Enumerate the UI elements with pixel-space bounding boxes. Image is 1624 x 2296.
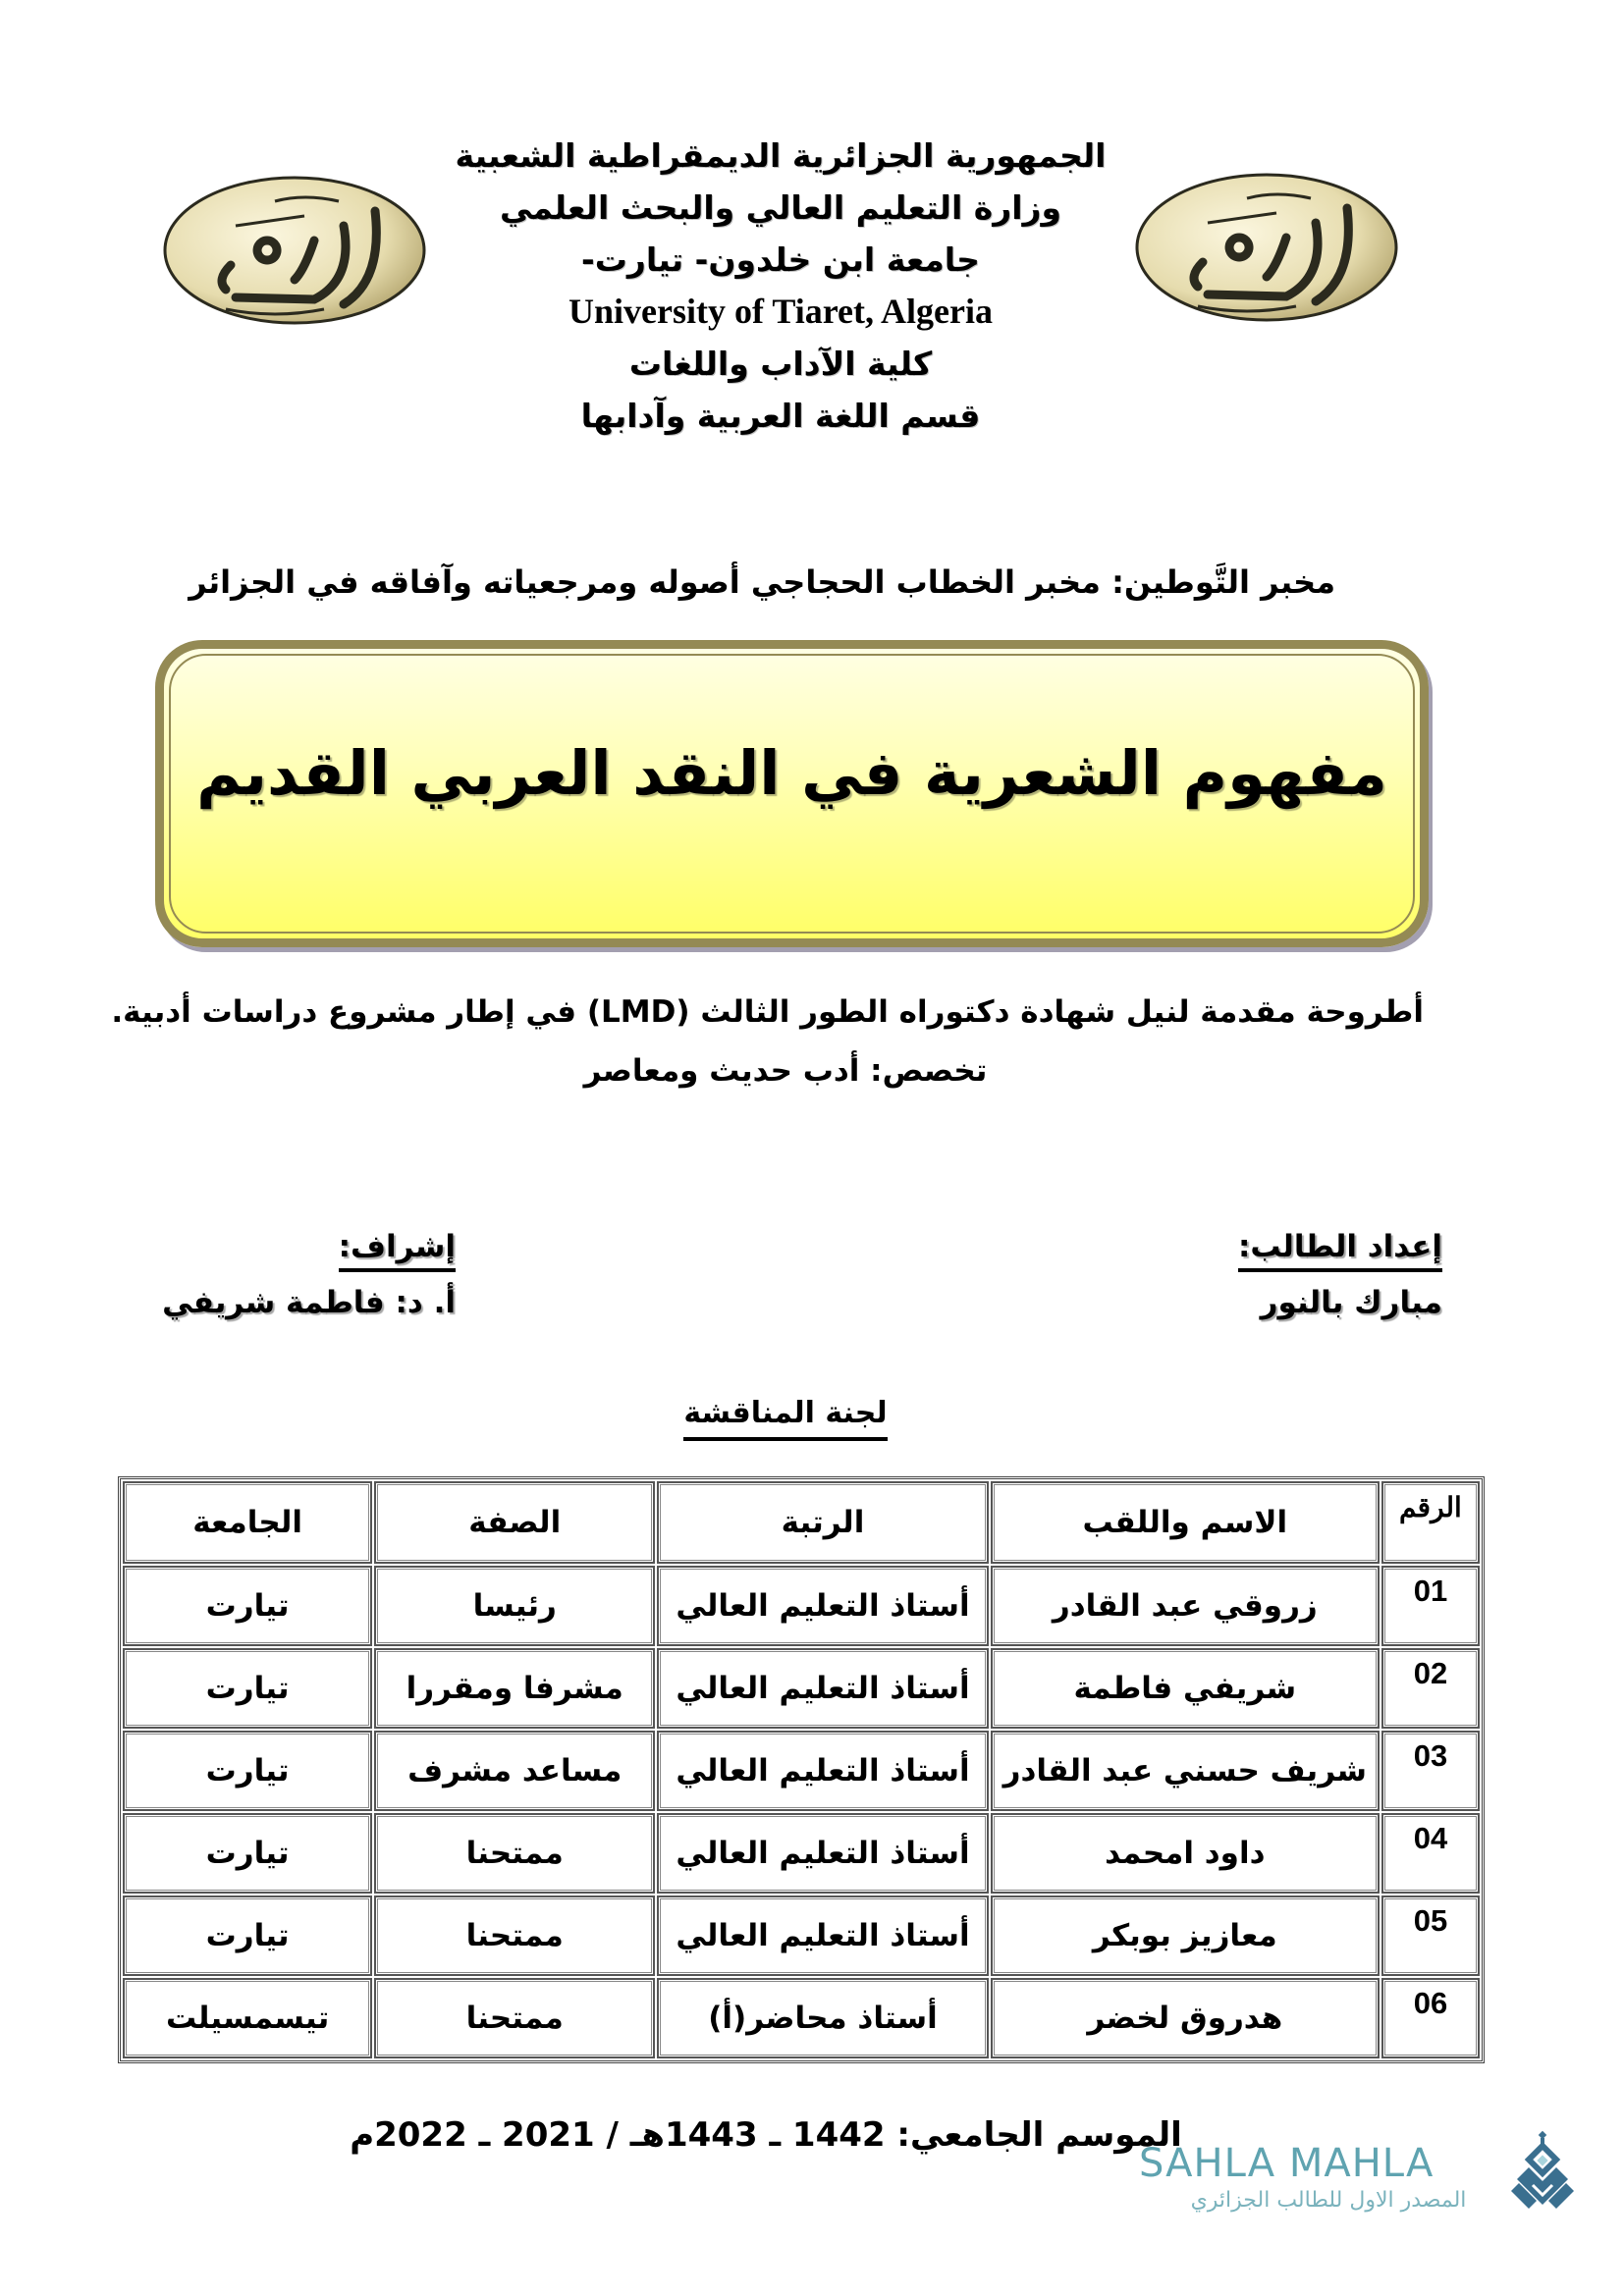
member-university: تيارت	[123, 1731, 372, 1811]
member-name: معازيز بوبكر	[991, 1896, 1380, 1976]
committee-title: لجنة المناقشة	[683, 1392, 887, 1441]
sahla-mahla-watermark	[1139, 2130, 1581, 2220]
specialization: تخصص: أدب حديث ومعاصر	[583, 1053, 988, 1089]
member-rank: أستاذ محاضر(أ)	[657, 1978, 988, 2058]
member-name: داود امحمد	[991, 1813, 1380, 1894]
university-name-ar: جامعة ابن خلدون- تيارت-	[581, 240, 980, 279]
table-row	[123, 1813, 1480, 1894]
committee-heading	[589, 1392, 982, 1441]
member-role: ممتحنا	[374, 1978, 655, 2058]
member-rank: أستاذ التعليم العالي	[657, 1648, 988, 1729]
department-name: قسم اللغة العربية وآدابها	[580, 397, 981, 435]
academic-year: الموسم الجامعي: 1442 ـ 1443هـ / 2021 ـ 2022م	[350, 2115, 1182, 2155]
member-university: تيارت	[123, 1648, 372, 1729]
institution-header	[432, 130, 1129, 442]
member-name: هدروق لخضر	[991, 1978, 1380, 2058]
member-number: 03	[1381, 1731, 1480, 1811]
member-name: شريفي فاطمة	[991, 1648, 1380, 1729]
student-block	[1238, 1225, 1442, 1327]
thesis-title: مفهوم الشعرية في النقد العربي القديم	[196, 737, 1387, 809]
student-label: إعداد الطالب:	[1238, 1225, 1442, 1272]
supervisor-label: إشراف:	[339, 1225, 456, 1272]
student-name: مبارك بالنور	[1260, 1285, 1442, 1320]
member-university: تيارت	[123, 1566, 372, 1646]
table-row	[123, 1648, 1480, 1729]
member-rank: أستاذ التعليم العالي	[657, 1731, 988, 1811]
member-role: ممتحنا	[374, 1813, 655, 1894]
country-name: الجمهورية الجزائرية الديمقراطية الشعبية	[455, 136, 1107, 175]
column-header-university: الجامعة	[123, 1481, 372, 1564]
university-name-en: University of Tiaret, Algeria	[568, 292, 993, 331]
committee-table	[118, 1476, 1485, 2063]
supervisor-block	[162, 1225, 456, 1327]
column-header-name: الاسم واللقب	[991, 1481, 1380, 1564]
member-role: ممتحنا	[374, 1896, 655, 1976]
column-header-role: الصفة	[374, 1481, 655, 1564]
lab-affiliation: مخبر التَّوطين: مخبر الخطاب الحجاجي أصوله ومرجعياته وآفاقه في الجزائر	[189, 563, 1335, 601]
member-university: تيسمسيلت	[123, 1978, 372, 2058]
member-number: 02	[1381, 1648, 1480, 1729]
table-row	[123, 1731, 1480, 1811]
thesis-title-box	[155, 640, 1429, 947]
member-name: زروقي عبد القادر	[991, 1566, 1380, 1646]
member-role: مساعد مشرف	[374, 1731, 655, 1811]
column-header-rank: الرتبة	[657, 1481, 988, 1564]
table-header-row	[123, 1481, 1480, 1564]
university-logo-left	[157, 172, 432, 329]
table-row	[123, 1896, 1480, 1976]
table-row	[123, 1978, 1480, 2058]
ministry-name: وزارة التعليم العالي والبحث العلمي	[499, 188, 1062, 227]
member-university: تيارت	[123, 1896, 372, 1976]
member-number: 06	[1381, 1978, 1480, 2058]
watermark-tagline: المصدر الاول للطالب الجزائري	[1190, 2188, 1467, 2213]
member-rank: أستاذ التعليم العالي	[657, 1896, 988, 1976]
member-number: 01	[1381, 1566, 1480, 1646]
member-number: 05	[1381, 1896, 1480, 1976]
member-number: 04	[1381, 1813, 1480, 1894]
member-role: مشرفا ومقررا	[374, 1648, 655, 1729]
supervisor-name: أ. د: فاطمة شريفي	[162, 1285, 456, 1320]
member-name: شريف حسني عبد القادر	[991, 1731, 1380, 1811]
member-rank: أستاذ التعليم العالي	[657, 1566, 988, 1646]
faculty-name: كلية الآداب واللغات	[628, 345, 933, 383]
sahla-mahla-logo-icon	[1507, 2130, 1578, 2218]
ibn-khaldoun-emblem-icon	[157, 172, 432, 329]
watermark-brand: SAHLA MAHLA	[1139, 2141, 1435, 2186]
thesis-description: أطروحة مقدمة لنيل شهادة دكتوراه الطور الثالث (LMD) في إطار مشروع دراسات أدبية.	[111, 994, 1424, 1030]
member-university: تيارت	[123, 1813, 372, 1894]
table-row	[123, 1566, 1480, 1646]
member-role: رئيسا	[374, 1566, 655, 1646]
ibn-khaldoun-emblem-icon	[1129, 169, 1404, 326]
column-header-number: الرقم	[1381, 1481, 1480, 1564]
university-logo-right	[1129, 169, 1404, 326]
member-rank: أستاذ التعليم العالي	[657, 1813, 988, 1894]
